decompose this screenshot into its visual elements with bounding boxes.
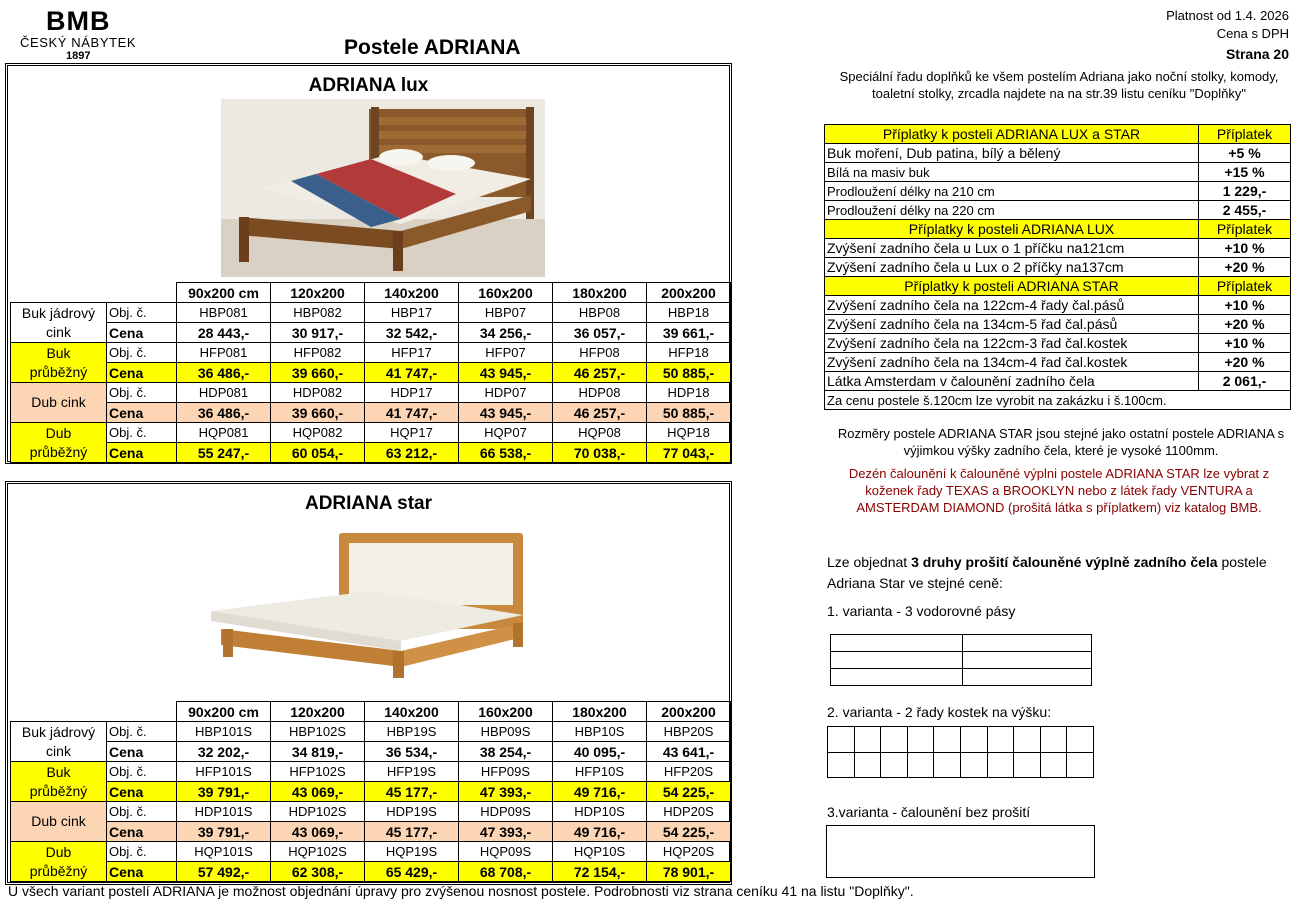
stitch-cell (828, 752, 855, 778)
product-code: HDP081 (177, 383, 271, 403)
obj-label: Obj. č. (107, 423, 177, 443)
brand-logo-subtitle: ČESKÝ NÁBYTEK (20, 35, 137, 50)
price-value: 47 393,- (459, 782, 553, 802)
surcharge-item: Prodloužení délky na 220 cm (825, 201, 1199, 220)
product-code: HQP19S (365, 842, 459, 862)
code-row (11, 762, 731, 782)
price-value: 47 393,- (459, 822, 553, 842)
product-code: HDP17 (365, 383, 459, 403)
stitch-cell (987, 752, 1014, 778)
price-value: 54 225,- (647, 782, 731, 802)
brand-logo-name: BMB (46, 6, 111, 36)
price-label: Cena (107, 443, 177, 463)
product-code: HBP07 (459, 303, 553, 323)
accessory-note: Speciální řadu doplňků ke všem postelím Adriana jako noční stolky, komody, toaletní stolky, zrcadla najdete na na str.39 listu ceníku "Doplňky" (839, 69, 1279, 101)
surcharge-value: +20 % (1199, 258, 1291, 277)
size-header-row (11, 283, 731, 303)
variant-2-label: 2. varianta - 2 řady kostek na výšku: (827, 704, 1052, 720)
price-value: 72 154,- (553, 862, 647, 882)
price-row (11, 742, 731, 762)
surcharge-item: Látka Amsterdam v čalounění zadního čela (825, 372, 1199, 391)
obj-label: Obj. č. (107, 343, 177, 363)
variant-1-diagram (830, 634, 1092, 686)
star-size-note: Rozměry postele ADRIANA STAR jsou stejné jako ostatní postele ADRIANA s výjimkou výšky zadního čela, které je vysoké 1100mm. (837, 426, 1285, 458)
price-value: 77 043,- (647, 443, 731, 463)
price-label: Cena (107, 323, 177, 343)
price-value: 43 069,- (271, 822, 365, 842)
price-value: 46 257,- (553, 363, 647, 383)
stitch-cell (934, 752, 961, 778)
code-row (11, 303, 731, 323)
price-value: 57 492,- (177, 862, 271, 882)
price-value: 78 901,- (647, 862, 731, 882)
stitch-cell (960, 727, 987, 753)
surcharge-value: +10 % (1199, 296, 1291, 315)
surcharge-item: Zvýšení zadního čela na 134cm-5 řad čal.pásů (825, 315, 1199, 334)
surcharge-note: Za cenu postele š.120cm lze vyrobit na zakázku i š.100cm. (825, 391, 1291, 410)
product-code: HQP081 (177, 423, 271, 443)
variant-3-label: 3.varianta - čalounění bez prošití (827, 804, 1031, 820)
size-header: 140x200 (365, 283, 459, 303)
product-code: HDP07 (459, 383, 553, 403)
price-label: Cena (107, 742, 177, 762)
price-value: 34 256,- (459, 323, 553, 343)
product-code: HFP082 (271, 343, 365, 363)
surcharge-row (825, 334, 1291, 353)
product-code: HDP18 (647, 383, 731, 403)
size-header: 120x200 (271, 702, 365, 722)
product-code: HFP10S (553, 762, 647, 782)
panel-title: ADRIANA lux (308, 75, 429, 96)
blank-cell (11, 283, 177, 303)
price-value: 43 945,- (459, 403, 553, 423)
code-row (11, 423, 731, 443)
panel-adriana-star (5, 481, 732, 885)
material-name: cink (46, 742, 71, 759)
size-header: 90x200 cm (177, 702, 271, 722)
obj-label: Obj. č. (107, 303, 177, 323)
product-code: HDP102S (271, 802, 365, 822)
price-label: Cena (107, 403, 177, 423)
product-code: HBP081 (177, 303, 271, 323)
product-code: HFP17 (365, 343, 459, 363)
price-table-star (10, 701, 731, 882)
stitch-cell (987, 727, 1014, 753)
price-value: 39 791,- (177, 782, 271, 802)
product-code: HDP20S (647, 802, 731, 822)
product-code: HBP10S (553, 722, 647, 742)
surcharge-value: +15 % (1199, 163, 1291, 182)
size-header: 180x200 (553, 702, 647, 722)
surcharge-value: 1 229,- (1199, 182, 1291, 201)
material-group (11, 303, 107, 343)
product-code: HQP101S (177, 842, 271, 862)
product-code: HFP09S (459, 762, 553, 782)
price-value: 49 716,- (553, 822, 647, 842)
product-code: HQP082 (271, 423, 365, 443)
product-code: HFP07 (459, 343, 553, 363)
surcharge-row (825, 372, 1291, 391)
material-group (11, 762, 107, 802)
material-name: Dub cink (31, 813, 86, 829)
material-group (11, 343, 107, 383)
product-code: HQP08 (553, 423, 647, 443)
variant-1-label: 1. varianta - 3 vodorovné pásy (827, 603, 1016, 619)
price-value: 45 177,- (365, 822, 459, 842)
material-name: Dub (45, 424, 72, 441)
product-code: HDP101S (177, 802, 271, 822)
variant-3-diagram (826, 825, 1095, 878)
obj-label: Obj. č. (107, 762, 177, 782)
variant-2-diagram (827, 726, 1094, 778)
code-row (11, 842, 731, 862)
surcharge-value: +20 % (1199, 353, 1291, 372)
stitch-cell (960, 752, 987, 778)
size-header: 160x200 (459, 702, 553, 722)
surcharge-section-title: Příplatky k posteli ADRIANA LUX (825, 220, 1199, 239)
surcharge-item: Zvýšení zadního čela u Lux o 1 příčku na121cm (825, 239, 1199, 258)
product-code: HFP102S (271, 762, 365, 782)
material-name: Dub cink (31, 394, 86, 410)
price-value: 50 885,- (647, 363, 731, 383)
obj-label: Obj. č. (107, 802, 177, 822)
stitch-cell (1067, 752, 1094, 778)
price-value: 63 212,- (365, 443, 459, 463)
surcharge-row (825, 277, 1291, 296)
price-label: Cena (107, 363, 177, 383)
stitch-cell (1040, 727, 1067, 753)
price-label: Cena (107, 782, 177, 802)
product-code: HBP101S (177, 722, 271, 742)
price-value: 46 257,- (553, 403, 647, 423)
code-row (11, 802, 731, 822)
blank-cell (11, 702, 177, 722)
price-label: Cena (107, 822, 177, 842)
size-header: 180x200 (553, 283, 647, 303)
surcharge-row (825, 391, 1291, 410)
surcharge-value: +10 % (1199, 334, 1291, 353)
surcharge-row (825, 182, 1291, 201)
product-code: HDP19S (365, 802, 459, 822)
price-value: 39 660,- (271, 403, 365, 423)
price-label: Cena (107, 862, 177, 882)
price-value: 41 747,- (365, 403, 459, 423)
page-number: Strana 20 (1225, 46, 1289, 62)
price-row (11, 782, 731, 802)
material-group (11, 383, 107, 423)
product-code: HFP18 (647, 343, 731, 363)
price-value: 36 486,- (177, 403, 271, 423)
surcharge-value: +5 % (1199, 144, 1291, 163)
size-header: 140x200 (365, 702, 459, 722)
panel-adriana-lux (5, 63, 732, 464)
price-value: 41 747,- (365, 363, 459, 383)
surcharge-row (825, 258, 1291, 277)
brand-logo-year: 1897 (66, 50, 91, 62)
stitch-cell (907, 752, 934, 778)
price-value: 39 791,- (177, 822, 271, 842)
material-group (11, 722, 107, 762)
price-value: 54 225,- (647, 822, 731, 842)
product-code: HFP101S (177, 762, 271, 782)
stitch-cell (1067, 727, 1094, 753)
material-name: cink (46, 323, 71, 340)
stitch-cell (854, 727, 881, 753)
price-value: 50 885,- (647, 403, 731, 423)
price-value: 36 057,- (553, 323, 647, 343)
stitch-cell (854, 752, 881, 778)
price-value: 32 542,- (365, 323, 459, 343)
price-row (11, 323, 731, 343)
surcharge-value: 2 061,- (1199, 372, 1291, 391)
material-name: Dub (45, 843, 72, 860)
stitch-cell (907, 727, 934, 753)
size-header: 160x200 (459, 283, 553, 303)
surcharge-section-title: Příplatky k posteli ADRIANA LUX a STAR (825, 125, 1199, 144)
obj-label: Obj. č. (107, 722, 177, 742)
price-value: 55 247,- (177, 443, 271, 463)
surcharge-section-title: Příplatky k posteli ADRIANA STAR (825, 277, 1199, 296)
product-code: HFP081 (177, 343, 271, 363)
surcharge-table (824, 124, 1291, 410)
price-row (11, 862, 731, 882)
price-row (11, 822, 731, 842)
stitch-cell (881, 752, 908, 778)
price-value: 62 308,- (271, 862, 365, 882)
material-name: Buk jádrový (21, 723, 96, 740)
surcharge-item: Zvýšení zadního čela u Lux o 2 příčky na137cm (825, 258, 1199, 277)
product-code: HBP17 (365, 303, 459, 323)
price-row (11, 363, 731, 383)
surcharge-row (825, 315, 1291, 334)
stitch-cell (828, 727, 855, 753)
product-code: HFP19S (365, 762, 459, 782)
surcharge-value: +20 % (1199, 315, 1291, 334)
surcharge-item: Bílá na masiv buk (825, 163, 1199, 182)
code-row (11, 722, 731, 742)
price-note: Cena s DPH (1216, 26, 1289, 41)
surcharge-value: +10 % (1199, 239, 1291, 258)
product-code: HFP08 (553, 343, 647, 363)
code-row (11, 383, 731, 403)
price-value: 68 708,- (459, 862, 553, 882)
price-value: 34 819,- (271, 742, 365, 762)
material-name: průběžný (29, 363, 88, 380)
stitch-cell (1014, 752, 1041, 778)
obj-label: Obj. č. (107, 842, 177, 862)
price-value: 43 069,- (271, 782, 365, 802)
size-header-row (11, 702, 731, 722)
price-value: 39 660,- (271, 363, 365, 383)
size-header: 200x200 (647, 283, 731, 303)
material-group (11, 842, 107, 882)
price-value: 45 177,- (365, 782, 459, 802)
price-value: 43 945,- (459, 363, 553, 383)
stitch-cell (1040, 752, 1067, 778)
surcharge-row (825, 220, 1291, 239)
product-code: HFP20S (647, 762, 731, 782)
stitch-cell (934, 727, 961, 753)
surcharge-item: Prodloužení délky na 210 cm (825, 182, 1199, 201)
surcharge-item: Zvýšení zadního čela na 122cm-3 řad čal.kostek (825, 334, 1199, 353)
price-row (11, 403, 731, 423)
size-header: 120x200 (271, 283, 365, 303)
price-table-lux (10, 282, 731, 463)
material-name: průběžný (29, 443, 88, 460)
price-value: 38 254,- (459, 742, 553, 762)
material-name: průběžný (29, 862, 88, 879)
price-value: 36 534,- (365, 742, 459, 762)
surcharge-row (825, 201, 1291, 220)
product-code: HQP10S (553, 842, 647, 862)
product-code: HDP082 (271, 383, 365, 403)
product-code: HDP09S (459, 802, 553, 822)
surcharge-column-header: Příplatek (1199, 220, 1291, 239)
obj-label: Obj. č. (107, 383, 177, 403)
surcharge-row (825, 125, 1291, 144)
stitch-cell (881, 727, 908, 753)
price-value: 40 095,- (553, 742, 647, 762)
material-name: Buk jádrový (21, 304, 96, 321)
product-code: HQP07 (459, 423, 553, 443)
product-code: HBP102S (271, 722, 365, 742)
surcharge-column-header: Příplatek (1199, 277, 1291, 296)
material-group (11, 423, 107, 463)
product-code: HBP18 (647, 303, 731, 323)
material-name: průběžný (29, 782, 88, 799)
price-value: 66 538,- (459, 443, 553, 463)
surcharge-row (825, 144, 1291, 163)
surcharge-row (825, 296, 1291, 315)
material-name: Buk (46, 344, 71, 361)
price-value: 70 038,- (553, 443, 647, 463)
product-code: HBP08 (553, 303, 647, 323)
stitch-cell (1014, 727, 1041, 753)
price-value: 60 054,- (271, 443, 365, 463)
panel-title: ADRIANA star (304, 493, 433, 514)
product-code: HBP082 (271, 303, 365, 323)
size-header: 200x200 (647, 702, 731, 722)
product-code: HBP09S (459, 722, 553, 742)
price-value: 49 716,- (553, 782, 647, 802)
surcharge-row (825, 353, 1291, 372)
price-value: 30 917,- (271, 323, 365, 343)
product-code: HDP08 (553, 383, 647, 403)
footer-note: U všech variant postelí ADRIANA je možnost objednání úpravy pro zvýšenou nosnost postele. Podrobnosti viz strana ceníku 41 na listu "Doplňky". (8, 883, 914, 899)
bed-photo-lux (221, 99, 545, 277)
product-code: HBP19S (365, 722, 459, 742)
surcharge-item: Zvýšení zadního čela na 134cm-4 řad čal.kostek (825, 353, 1199, 372)
size-header: 90x200 cm (177, 283, 271, 303)
product-code: HQP17 (365, 423, 459, 443)
code-row (11, 343, 731, 363)
surcharge-row (825, 239, 1291, 258)
product-code: HQP102S (271, 842, 365, 862)
price-value: 43 641,- (647, 742, 731, 762)
valid-from: Platnost od 1.4. 2026 (1166, 8, 1289, 23)
product-code: HDP10S (553, 802, 647, 822)
price-value: 36 486,- (177, 363, 271, 383)
price-row (11, 443, 731, 463)
fabric-note: Dezén čalounění k čalouněné výplni postele ADRIANA STAR lze vybrat z koženek řady TEXAS a BROOKLYN nebo z látek řady VENTURA a AMSTERDAM DIAMOND (prošitá látka s příplatkem) viz katalog BMB. (848, 466, 1270, 515)
product-code: HQP09S (459, 842, 553, 862)
surcharge-column-header: Příplatek (1199, 125, 1291, 144)
price-value: 39 661,- (647, 323, 731, 343)
material-group (11, 802, 107, 842)
variants-intro: Lze objednat 3 druhy prošití čalouněné výplně zadního čela postele Adriana Star ve stejné ceně: (827, 554, 1267, 591)
material-name: Buk (46, 763, 71, 780)
page-title: Postele ADRIANA (344, 36, 521, 59)
price-value: 32 202,- (177, 742, 271, 762)
price-value: 28 443,- (177, 323, 271, 343)
surcharge-row (825, 163, 1291, 182)
product-code: HBP20S (647, 722, 731, 742)
product-code: HQP20S (647, 842, 731, 862)
surcharge-item: Zvýšení zadního čela na 122cm-4 řady čal.pásů (825, 296, 1199, 315)
product-code: HQP18 (647, 423, 731, 443)
surcharge-value: 2 455,- (1199, 201, 1291, 220)
surcharge-item: Buk moření, Dub patina, bílý a bělený (825, 144, 1199, 163)
price-value: 65 429,- (365, 862, 459, 882)
bed-photo-star (201, 529, 541, 679)
